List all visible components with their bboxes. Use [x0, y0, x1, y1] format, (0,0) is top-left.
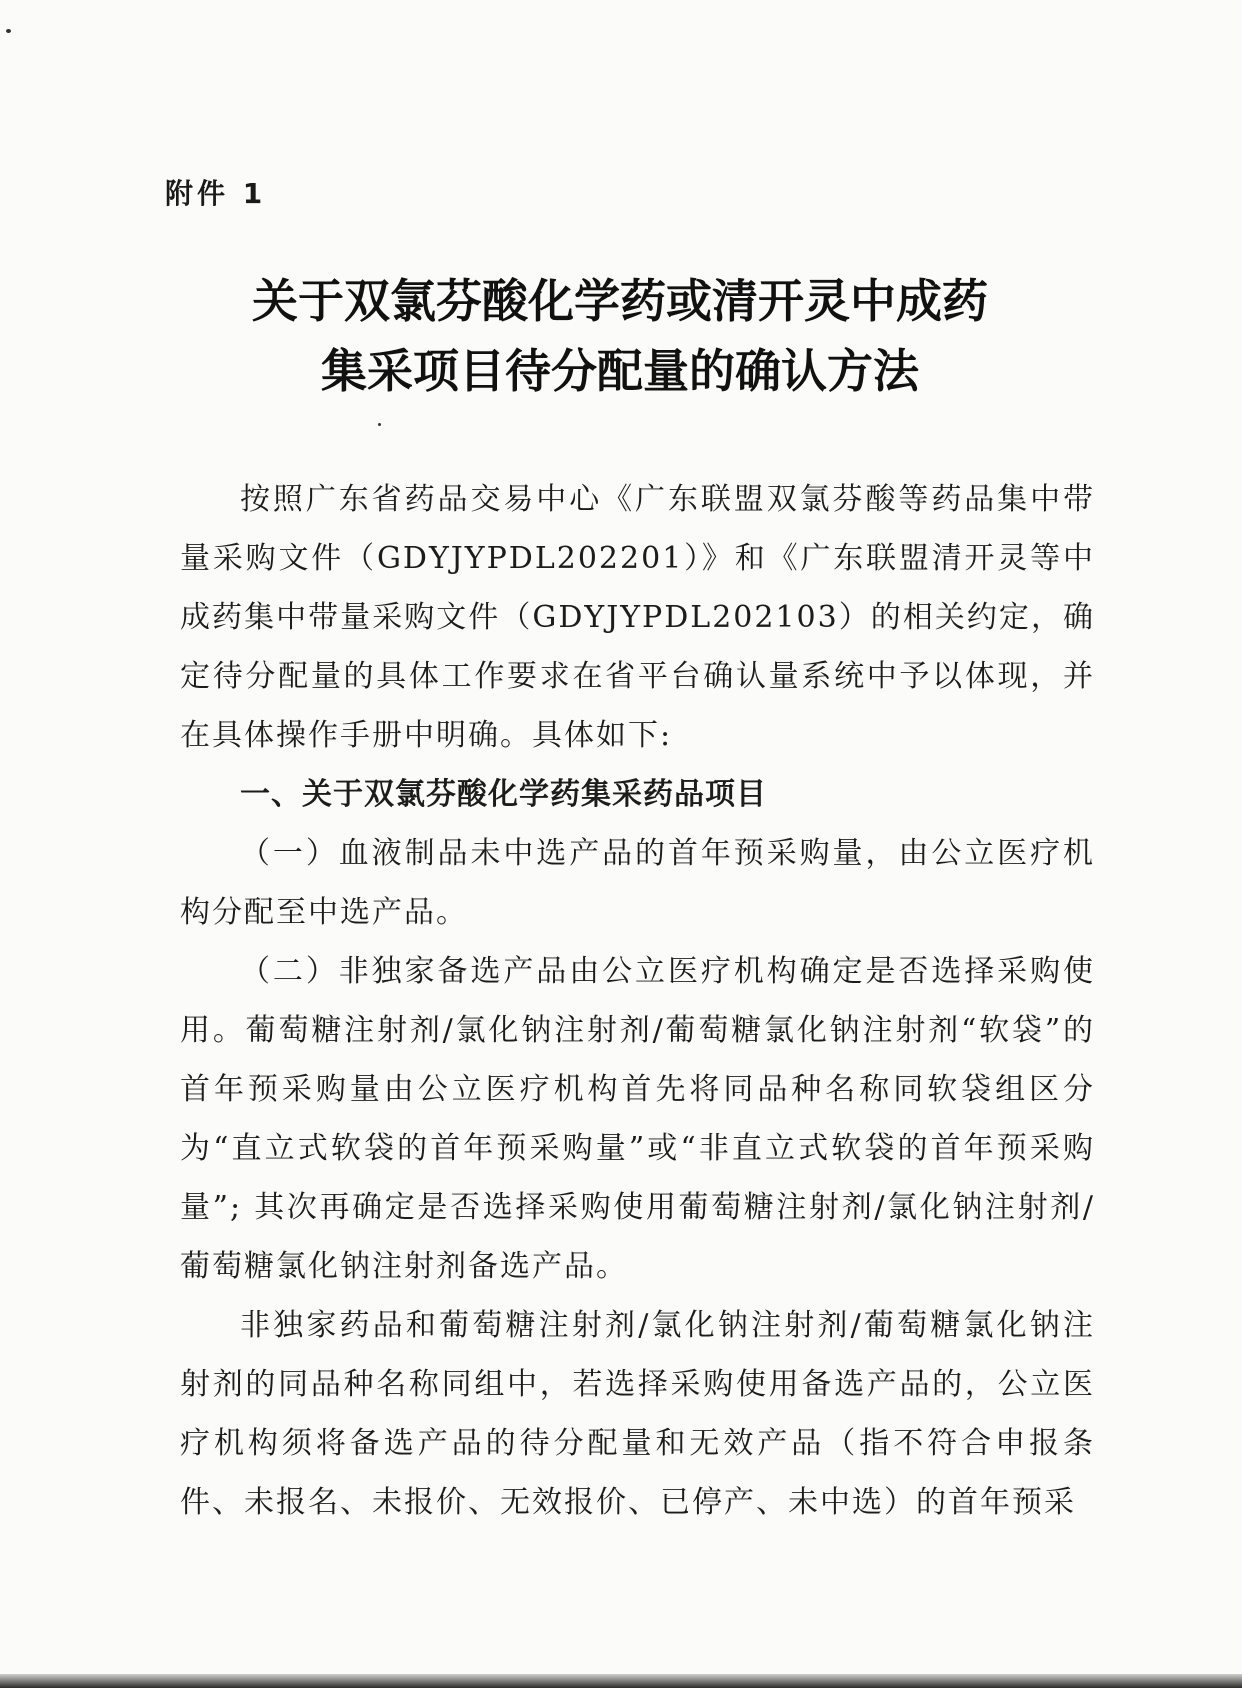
scan-speck-mark — [6, 29, 11, 33]
document-body — [180, 470, 1095, 1532]
document-title — [150, 266, 1090, 406]
clause-paragraph-2: （二）非独家备选产品由公立医疗机构确定是否选择采购使用。葡萄糖注射剂/氯化钠注射剂/葡萄糖氯化钠注射剂“软袋”的首年预采购量由公立医疗机构首先将同品种名称同软袋组区分为“直立式软袋的首年预采购量”或“非直立式软袋的首年预采购量”; 其次再确定是否选择采购使用葡萄糖注射剂/氯化钠注射剂/葡萄糖氯化钠注射剂备选产品。 — [180, 954, 1095, 1284]
scan-speck-mark — [378, 423, 381, 426]
attachment-label: 附件 1 — [165, 177, 267, 210]
section-heading-1: 一、关于双氯芬酸化学药集采药品项目 — [240, 777, 767, 812]
intro-paragraph: 按照广东省药品交易中心《广东联盟双氯芬酸等药品集中带量采购文件（GDYJYPDL202201）》和《广东联盟清开灵等中成药集中带量采购文件（GDYJYPDL202103）的相关约定，确定待分配量的具体工作要求在省平台确认量系统中予以体现，并在具体操作手册中明确。具体如下: — [180, 482, 1095, 753]
title-line-1: 关于双氯芬酸化学药或清开灵中成药 — [252, 274, 988, 328]
title-line-2: 集采项目待分配量的确认方法 — [321, 344, 919, 398]
scan-bottom-edge — [0, 1674, 1242, 1688]
body-paragraph: 非独家药品和葡萄糖注射剂/氯化钠注射剂/葡萄糖氯化钠注射剂的同品种名称同组中，若选择采购使用备选产品的，公立医疗机构须将备选产品的待分配量和无效产品（指不符合申报条件、未报名、未报价、无效报价、已停产、未中选）的首年预采 — [180, 1308, 1095, 1520]
clause-paragraph-1: （一）血液制品未中选产品的首年预采购量，由公立医疗机构分配至中选产品。 — [180, 836, 1095, 930]
